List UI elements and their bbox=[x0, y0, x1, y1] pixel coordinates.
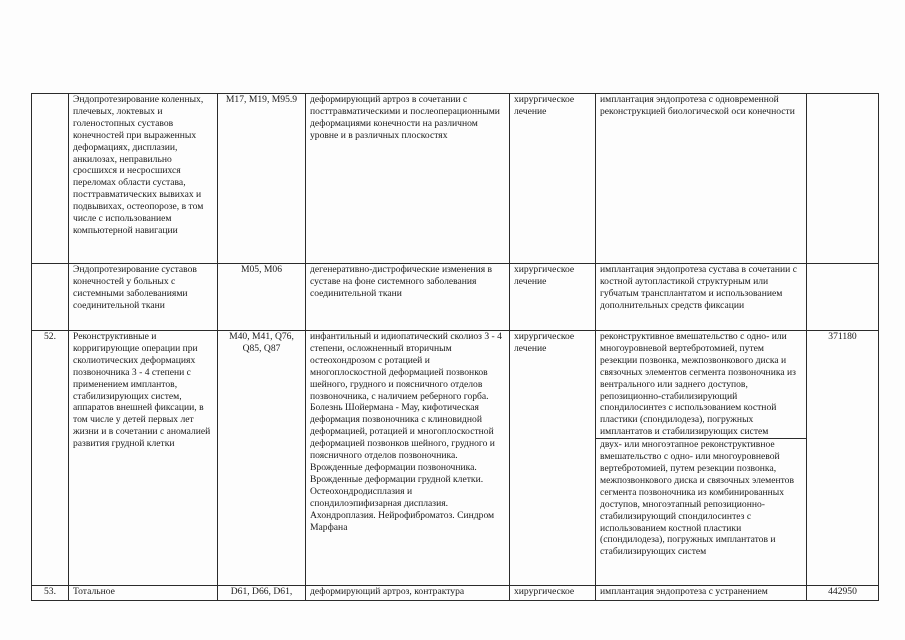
treatment-type-cell: хирургическое лечение bbox=[510, 331, 596, 586]
price-cell: 442950 bbox=[807, 586, 879, 601]
treatment-type-cell: хирургическое лечение bbox=[510, 264, 596, 331]
icd-codes-cell: M17, M19, M95.9 bbox=[218, 94, 306, 264]
row-number-cell: 52. bbox=[32, 331, 69, 586]
price-cell: 371180 bbox=[807, 331, 879, 586]
intervention-name-cell: Эндопротезирование суставов конечностей у больных с системными заболеваниями соединительной ткани bbox=[69, 264, 218, 331]
table-row bbox=[32, 94, 879, 264]
medical-care-table bbox=[31, 93, 879, 601]
intervention-name-cell: Эндопротезирование коленных, плечевых, локтевых и голеностопных суставов конечностей при выраженных деформациях, дисплазии, анкилозах, неправильно сросшихся и несросшихся переломах области сустава, посттравматических вывихах и подвывихах, остеопорозе, в том числе с использованием компьютерной навигации bbox=[69, 94, 218, 264]
patient-model-cell: дегенеративно-дистрофические изменения в суставе на фоне системного заболевания соединительной ткани bbox=[306, 264, 510, 331]
treatment-method-cell: имплантация эндопротеза с одновременной реконструкцией биологической оси конечности bbox=[596, 94, 807, 264]
price-cell bbox=[807, 264, 879, 331]
treatment-method-cell bbox=[596, 331, 807, 586]
row-number-cell: 53. bbox=[32, 586, 69, 601]
price-cell bbox=[807, 94, 879, 264]
row-number-cell bbox=[32, 94, 69, 264]
treatment-method-cell: имплантация эндопротеза с устранением bbox=[596, 586, 807, 601]
treatment-type-cell: хирургическое bbox=[510, 586, 596, 601]
intervention-name-cell: Реконструктивные и корригирующие операции при сколиотических деформациях позвоночника 3 - 4 степени с применением имплантов, стабилизирующих систем, аппаратов внешней фиксации, в том числе у детей первых лет жизни и в сочетании с аномалией развития грудной клетки bbox=[69, 331, 218, 586]
icd-codes-cell: M40, M41, Q76, Q85, Q87 bbox=[218, 331, 306, 586]
treatment-method-cell: имплантация эндопротеза сустава в сочетании с костной аутопластикой структурным или губчатым трансплантатом и использованием дополнительных средств фиксации bbox=[596, 264, 807, 331]
patient-model-cell: деформирующий артроз в сочетании с посттравматическими и послеоперационными деформациями конечности на различном уровне и в различных плоскостях bbox=[306, 94, 510, 264]
row-number-cell bbox=[32, 264, 69, 331]
icd-codes-cell: M05, M06 bbox=[218, 264, 306, 331]
treatment-type-cell: хирургическое лечение bbox=[510, 94, 596, 264]
table-row bbox=[32, 264, 879, 331]
patient-model-cell: деформирующий артроз, контрактура bbox=[306, 586, 510, 601]
icd-codes-cell: D61, D66, D61, bbox=[218, 586, 306, 601]
table-row bbox=[32, 586, 879, 601]
treatment-method-secondary: двух- или многоэтапное реконструктивное вмешательство с одно- или многоуровневой вертебротомией, путем резекции позвонка, межпозвонкового диска и связочных элементов сегмента позвоночника из комбинированных доступов, многоэтапный репозиционно-стабилизирующий спондилосинтез с использованием костной пластики (спондилодеза), погружных имплантатов и стабилизирующих систем bbox=[600, 439, 794, 558]
intervention-name-cell: Тотальное bbox=[69, 586, 218, 601]
treatment-method-primary: реконструктивное вмешательство с одно- или многоуровневой вертебротомией, путем резекции позвонка, межпозвонкового диска и связочных элементов сегмента позвоночника из вентрального или заднего доступов, репозиционно-стабилизирующий спондилосинтез с использованием костной пластики (спондилодеза), погружных имплантатов и стабилизирующих систем bbox=[596, 331, 806, 439]
patient-model-cell: инфантильный и идиопатический сколиоз 3 - 4 степени, осложненный вторичным остеохондрозом с ротацией и многоплоскостной деформацией позвонков шейного, грудного и поясничного отделов позвоночника, с наличием реберного горба. Болезнь Шойермана - Мау, кифотическая деформация позвоночника с клиновидной деформацией, ротацией и многоплоскостной деформацией позвонков шейного, грудного и поясничного отделов позвоночника. Врожденные деформации позвоночника. Врожденные деформации грудной клетки. Остеохондродисплазия и спондилоэпифизарная дисплазия. Ахондроплазия. Нейрофиброматоз. Синдром Марфана bbox=[306, 331, 510, 586]
table-row bbox=[32, 331, 879, 586]
